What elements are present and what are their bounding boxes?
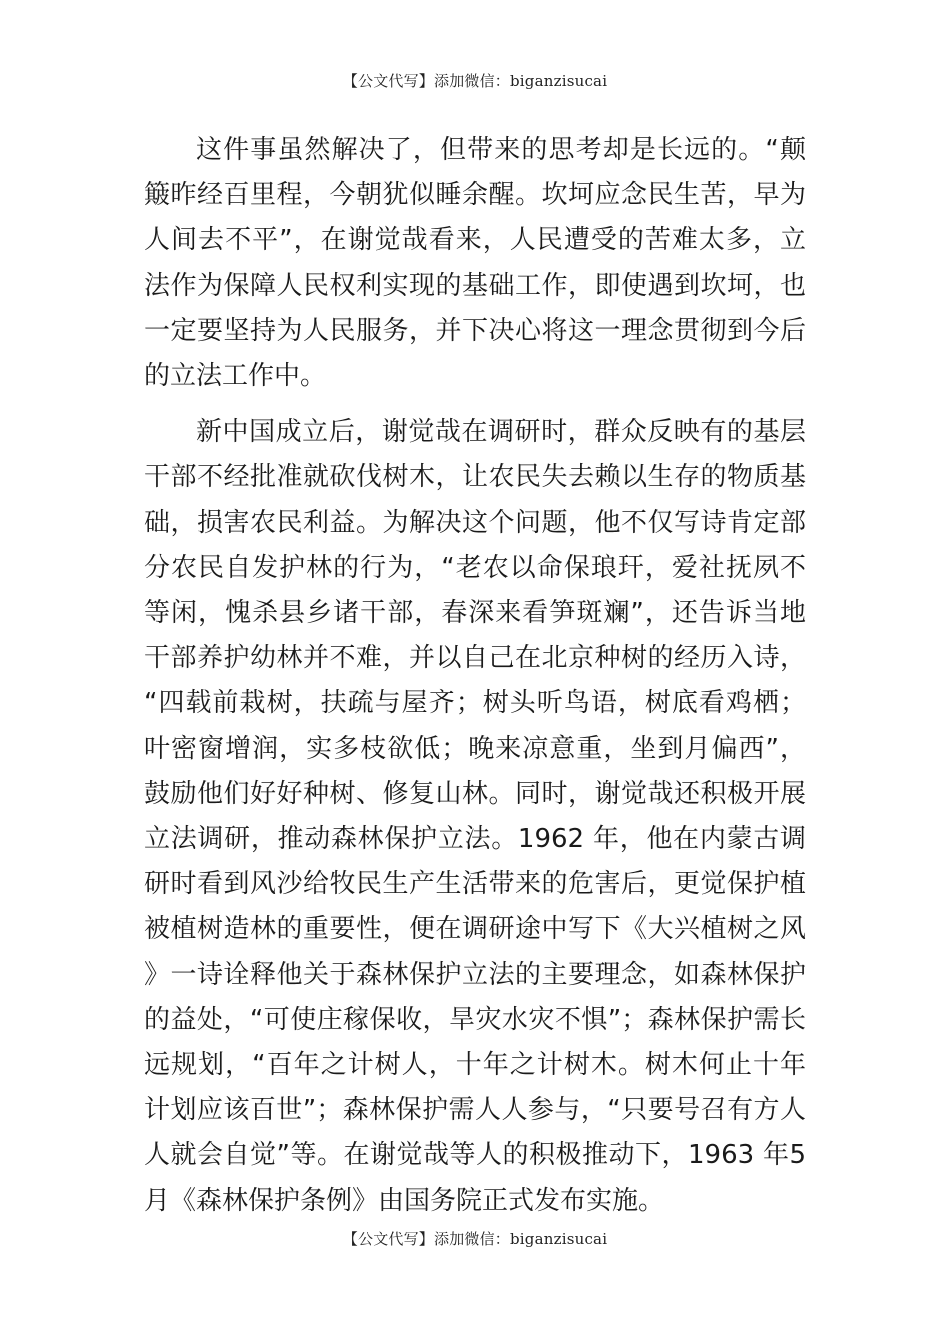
document-body bbox=[144, 128, 806, 1224]
paragraph-2: 新中国成立后，谢觉哉在调研时，群众反映有的基层干部不经批准就砍伐树木，让农民失去赖以生存的物质基础，损害农民利益。为解决这个问题，他不仅写诗肯定部分农民自发护林的行为，“老农以命保琅玕，爱社抚夙不等闲，愧杀县乡诸干部，春深来看笋斑斓”，还告诉当地干部养护幼林并不难，并以自己在北京种树的经历入诗，“四载前栽树，扶疏与屋齐；树头听鸟语，树底看鸡栖；叶密窗增润，实多枝欲低；晚来凉意重，坐到月偏西”，鼓励他们好好种树、修复山林。同时，谢觉哉还积极开展立法调研，推动森林保护立法。1962 年，他在内蒙古调研时看到风沙给牧民生产生活带来的危害后，更觉保护植被植树造林的重要性，便在调研途中写下《大兴植树之风》一诗诠释他关于森林保护立法的主要理念，如森林保护的益处，“可使庄稼保收，旱灾水灾不惧”；森林保护需长远规划，“百年之计树人，十年之计树木。树木何止十年计划应该百世”；森林保护需人人参与，“只要号召有方人人就会自觉”等。在谢觉哉等人的积极推动下，1963 年5 月《森林保护条例》由国务院正式发布实施。 bbox=[144, 417, 806, 1216]
paragraph-1: 这件事虽然解决了，但带来的思考却是长远的。“颠簸昨经百里程，今朝犹似睡余醒。坎坷应念民生苦，早为人间去不平”，在谢觉哉看来，人民遭受的苦难太多，立法作为保障人民权利实现的基础工作，即使遇到坎坷，也一定要坚持为人民服务，并下决心将这一理念贯彻到今后的立法工作中。 bbox=[144, 135, 806, 392]
page-header: 【公文代写】添加微信：biganzisucai bbox=[342, 72, 608, 90]
page-footer: 【公文代写】添加微信：biganzisucai bbox=[342, 1230, 608, 1248]
